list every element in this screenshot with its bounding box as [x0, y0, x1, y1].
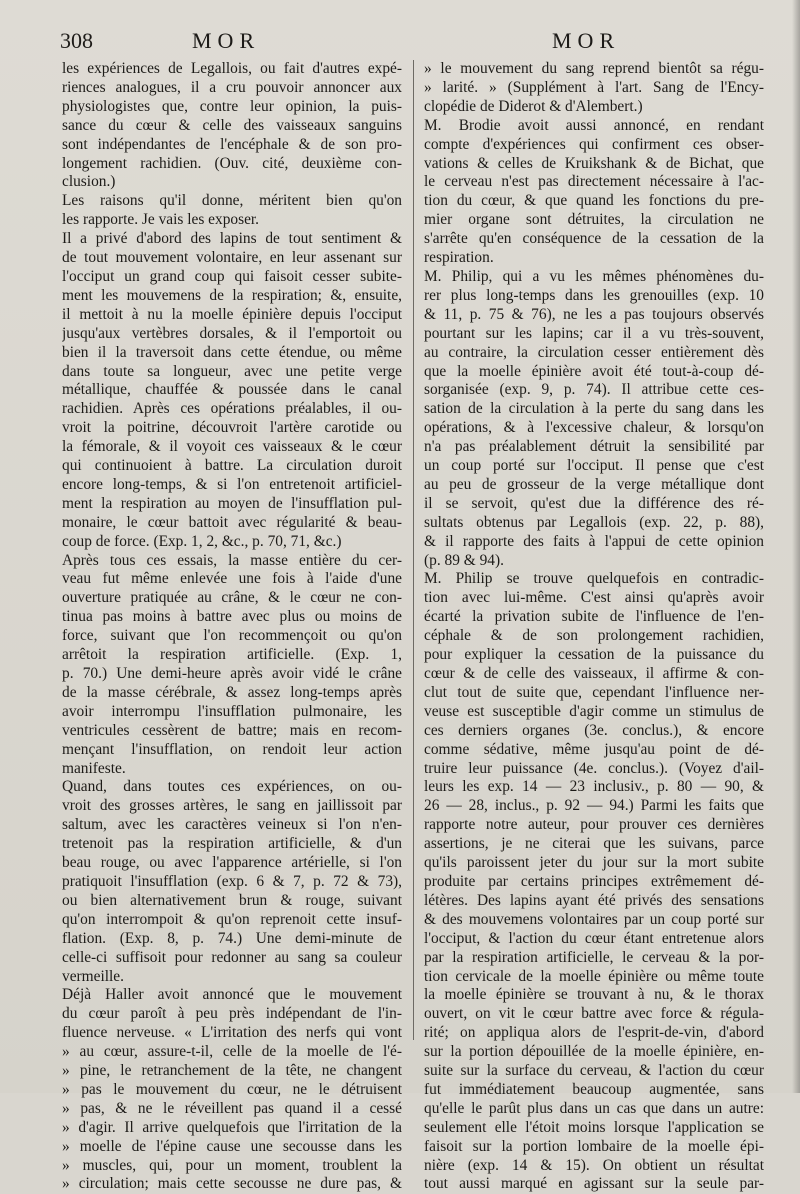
- text-line: Les raisons qu'il donne, méritent bien qu'on: [62, 192, 402, 210]
- text-line: jusqu'aux vertèbres dorsales, & il l'emportoit ou: [62, 324, 402, 342]
- text-line: veau fut même enlevée une fois à l'aide d'une: [62, 570, 402, 588]
- text-line: Il a privé d'abord des lapins de tout sentiment &: [62, 230, 402, 248]
- text-line: au peu de grosseur de la verge métallique dont: [424, 475, 764, 493]
- right-text-column: [424, 60, 764, 1194]
- text-line: il mettoit à nu la moelle épinière depuis l'occiput: [62, 305, 402, 323]
- text-line: M. Philip, qui a vu les mêmes phénomènes du-: [424, 267, 764, 285]
- text-line: & 11, p. 75 & 76), ne les a pas toujours observés: [424, 305, 764, 323]
- text-line: ventricules cessèrent de battre; mais en recom-: [62, 721, 402, 739]
- text-line: Après tous ces essais, la masse entière du cer-: [62, 551, 402, 569]
- text-line: beau rouge, ou avec l'apparence artérielle, si l'on: [62, 854, 402, 872]
- text-line: saltum, avec les caractères veineux si l'on n'en-: [62, 816, 402, 834]
- text-line: & il rapporte des faits à l'appui de cette opinion: [424, 532, 764, 550]
- text-line: cœur & de celle des vaisseaux, il affirme & con-: [424, 665, 764, 682]
- text-line: coup de force. (Exp. 1, 2, &c., p. 70, 71, &c.): [62, 532, 342, 550]
- text-line: longement rachidien. (Ouv. cité, deuxième con-: [62, 154, 402, 172]
- text-line: céphale & de son prolongement rachidien,: [424, 627, 764, 645]
- text-line: » pas le mouvement du cœur, ne le détruisent: [62, 1080, 402, 1098]
- text-line: physiologistes que, contre leur opinion, la puis-: [62, 97, 402, 115]
- text-line: Déjà Haller avoit annoncé que le mouvement: [62, 986, 402, 1004]
- text-line: ment la respiration au moyen de l'insufflation pul-: [62, 494, 402, 512]
- text-line: sorganisée (exp. 9, p. 74). Il attribue cette ces-: [424, 381, 764, 399]
- text-line: opérations, & à l'excessive chaleur, & lorsqu'on: [424, 419, 764, 437]
- text-line: monaire, le cœur battoit avec régularité & beau-: [62, 513, 402, 531]
- text-line: sance du cœur & celle des vaisseaux sanguins: [62, 116, 402, 134]
- text-line: n'a pas préalablement détruit la sensibilité par: [424, 438, 764, 456]
- text-line: force, suivant que l'on recommençoit ou qu'on: [62, 627, 402, 645]
- text-line: dans toute sa longueur, avec une petite verge: [62, 362, 402, 380]
- text-line: sation de la circulation à la perte du sang dans les: [424, 400, 764, 418]
- text-line: la fémorale, & il voyoit ces vaisseaux & le cœur: [62, 438, 402, 456]
- text-line: pourtant sur les lapins; car il a vu très-souvent,: [424, 324, 764, 342]
- text-line: sultats obtenus par Legallois (exp. 22, p. 88),: [424, 513, 764, 531]
- text-line: tinua pas moins à battre avec plus ou moins de: [62, 608, 402, 626]
- text-line: de tout mouvement volontaire, en leur assenant sur: [62, 249, 402, 267]
- text-line: » larité. » (Supplément à l'art. Sang de l'Ency-: [424, 78, 764, 96]
- text-line: s'arrête qu'en conséquence de la cessation de la: [424, 230, 764, 248]
- text-line: M. Philip se trouve quelquefois en contradic-: [424, 570, 764, 588]
- text-line: rapporte notre auteur, pour prouver ces dernières: [424, 816, 764, 834]
- page-header: [0, 26, 800, 56]
- text-line: létères. Des lapins ayant été privés des sensations: [424, 891, 764, 909]
- text-line: veuse est susceptible d'agir comme un stimulus de: [424, 702, 764, 720]
- text-line: produite par certains principes extrêmement dé-: [424, 872, 764, 890]
- text-line: que la moelle épinière avoit été tout-à-coup dé-: [424, 362, 764, 380]
- text-line: mençant l'insufflation, on rendoit leur action: [62, 740, 402, 758]
- text-line: & des mouvemens volontaires par un coup porté sur: [424, 910, 764, 928]
- text-line: vroit la poitrine, découvroit l'artère carotide ou: [62, 419, 402, 437]
- text-line: écarté la privation subite de l'influence de l'en-: [424, 608, 764, 626]
- column-divider: [413, 60, 414, 1040]
- text-line: sur la portion dépouillée de la moelle épinière, en-: [424, 1043, 764, 1061]
- text-line: arrêtoit la respiration artificielle. (Exp. 1,: [62, 646, 402, 664]
- text-line: tion avec lui-même. C'est ainsi qu'après avoir: [424, 589, 764, 607]
- text-line: rer plus long-temps dans les grenouilles (exp. 10: [424, 286, 764, 304]
- text-line: (p. 89 & 94).: [424, 551, 504, 569]
- text-line: qu'ils paroissent jeter du jour sur la mort subite: [424, 854, 764, 872]
- text-line: l'occiput un grand coup qui faisoit cesser subite-: [62, 267, 402, 285]
- text-line: mier organe sont détruites, la circulation ne: [424, 211, 764, 229]
- text-line: de la masse cérébrale, & assez long-temps après: [62, 683, 402, 701]
- text-line: pour expliquer la cessation de la puissance du: [424, 646, 764, 664]
- text-line: compte d'expériences qui confirment ces obser-: [424, 135, 764, 153]
- text-line: suite sur la surface du cerveau, & l'action du cœur: [424, 1062, 764, 1080]
- text-line: tretenoit pas la respiration artificielle, & d'un: [62, 835, 402, 853]
- text-line: par la respiration artificielle, le cerveau & la por-: [424, 948, 764, 966]
- text-line: vermeille.: [62, 967, 124, 985]
- text-line: » d'agir. Il arrive quelquefois que l'irritation de la: [62, 1118, 402, 1136]
- text-line: au contraire, la circulation cesser entièrement dès: [424, 343, 764, 361]
- text-line: rachidien. Après ces opérations préalables, il ou-: [62, 400, 402, 418]
- text-line: ces derniers organes (3e. conclus.), & encore: [424, 721, 764, 739]
- text-line: vroit des grosses artères, le sang en jaillissoit par: [62, 797, 402, 815]
- text-line: qui continuoient à battre. La circulation duroit: [62, 457, 402, 475]
- text-line: vations & celles de Kruikshank & de Bichat, que: [424, 154, 764, 172]
- text-line: ment les mouvemens de la respiration; &, ensuite,: [62, 286, 402, 304]
- text-line: » moelle de l'épine cause une secousse dans les: [62, 1137, 402, 1155]
- text-line: métallique, chauffée & poussée dans le canal: [62, 381, 402, 399]
- text-line: comme sédative, même jusqu'au point de dé-: [424, 740, 764, 758]
- text-line: tout aussi marqué en agissant sur la seule par-: [424, 1175, 764, 1193]
- text-line: celle-ci suffisoit pour redonner au sang sa couleur: [62, 948, 402, 966]
- text-line: les rapporte. Je vais les exposer.: [62, 211, 260, 229]
- text-line: respiration.: [424, 249, 494, 267]
- text-line: p. 70.) Une demi-heure après avoir vidé le crâne: [62, 665, 402, 682]
- text-line: riences analogues, il a cru pouvoir annoncer aux: [62, 78, 402, 96]
- text-line: bien il la traversoit dans cette étendue, ou même: [62, 343, 402, 361]
- text-line: faisoit sur la portion lombaire de la moelle épi-: [424, 1137, 764, 1155]
- text-line: fut immédiatement beaucoup augmentée, sans: [424, 1080, 764, 1098]
- page-edge-shadow: [792, 0, 800, 1093]
- text-line: l'occiput, & l'action du cœur étant entretenue alors: [424, 929, 764, 947]
- text-line: M. Brodie avoit aussi annoncé, en rendant: [424, 116, 764, 134]
- text-line: sont indépendantes de l'encéphale & de son pro-: [62, 135, 402, 153]
- text-line: » pine, le retranchement de la tête, ne changent: [62, 1062, 402, 1080]
- text-line: truire leur puissance (4e. conclus.). (Voyez d'ail-: [424, 759, 764, 777]
- text-line: » pas, & ne le réveillent pas quand il a cessé: [62, 1099, 402, 1117]
- text-line: fluence nerveuse. « L'irritation des nerfs qui vont: [62, 1024, 402, 1042]
- text-line: tion cervicale de la moelle épinière ou même toute: [424, 967, 764, 985]
- text-line: du cœur paroît à peu près indépendant de l'in-: [62, 1005, 402, 1023]
- text-line: les expériences de Legallois, ou fait d'autres expé-: [62, 60, 402, 77]
- text-line: seulement elle l'étoit moins lorsque l'application se: [424, 1118, 764, 1136]
- text-line: leurs les exp. 14 — 23 inclusiv., p. 80 — 90, &: [424, 778, 764, 796]
- text-line: » circulation; mais cette secousse ne dure pas, &: [62, 1175, 402, 1193]
- text-line: encore long-temps, & si l'on entretenoit artificiel-: [62, 475, 402, 493]
- text-line: manifeste.: [62, 759, 126, 777]
- text-line: clut tout de suite que, cependant l'influence ner-: [424, 683, 764, 701]
- text-line: rité; on appliqua alors de l'esprit-de-vin, d'abord: [424, 1024, 764, 1042]
- text-line: 26 — 28, inclus., p. 92 — 94.) Parmi les faits que: [424, 797, 764, 815]
- text-line: qu'elle le parût plus dans un cas que dans un autre:: [424, 1099, 764, 1117]
- text-line: tion du cœur, & que quand les fonctions du pre-: [424, 192, 764, 210]
- text-line: assertions, je ne citerai que les suivans, parce: [424, 835, 764, 853]
- text-line: la moelle épinière se trouvant à nu, & le thorax: [424, 986, 764, 1004]
- text-line: clopédie de Diderot & d'Alembert.): [424, 97, 643, 115]
- text-line: flation. (Exp. 8, p. 74.) Une demi-minute de: [62, 929, 402, 947]
- text-line: ouverture pratiquée au crâne, & le cœur ne con-: [62, 589, 402, 607]
- left-text-column: [62, 60, 402, 1194]
- running-head-right: MOR: [552, 28, 621, 53]
- text-line: un coup porté sur l'occiput. Il pense que c'est: [424, 457, 764, 475]
- page-number: 308: [60, 28, 93, 53]
- text-line: qu'on interrompoit & qu'on reprenoit cette insuf-: [62, 910, 402, 928]
- text-line: pratiquoit l'insufflation (exp. 6 & 7, p. 72 & 73),: [62, 872, 402, 890]
- text-line: nière (exp. 14 & 15). On obtient un résultat: [424, 1156, 764, 1174]
- text-line: ou bien alternativement brun & rouge, suivant: [62, 891, 402, 909]
- text-line: le cerveau n'est pas directement nécessaire à l'ac-: [424, 173, 764, 191]
- text-line: » au cœur, assure-t-il, celle de la moelle de l'é-: [62, 1043, 402, 1061]
- running-head-left: MOR: [192, 28, 261, 53]
- text-line: Quand, dans toutes ces expériences, on ou-: [62, 778, 402, 796]
- text-line: » le mouvement du sang reprend bientôt sa régu-: [424, 60, 764, 77]
- text-line: avoir interrompu l'insufflation pulmonaire, les: [62, 702, 402, 720]
- text-line: clusion.): [62, 173, 116, 191]
- text-line: ouvert, on vit le cœur battre avec force & régula-: [424, 1005, 764, 1023]
- text-line: » muscles, qui, pour un moment, troublent la: [62, 1156, 402, 1174]
- text-line: il se servoit, qu'est due la différence des ré-: [424, 494, 764, 512]
